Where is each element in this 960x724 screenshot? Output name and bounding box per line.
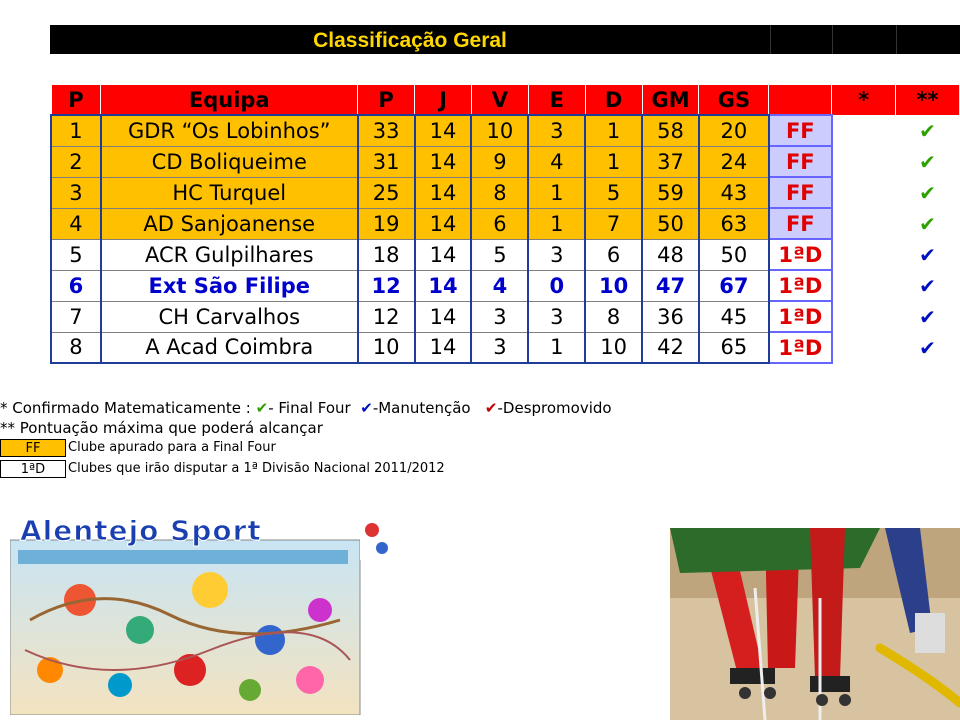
- played-cell: 14: [415, 115, 472, 146]
- drawn-cell: 4: [528, 146, 585, 177]
- drawn-cell: 1: [528, 177, 585, 208]
- green-check-icon: ✔: [255, 399, 269, 417]
- lost-cell: 8: [585, 301, 642, 332]
- key-description: Clubes que irão disputar a 1ª Divisão Nacional 2011/2012: [68, 461, 445, 476]
- legend-relegated: -Despromovido: [497, 399, 612, 417]
- team-cell: AD Sanjoanense: [101, 208, 358, 239]
- team-cell: Ext São Filipe: [101, 270, 358, 301]
- title-divider: [770, 25, 771, 54]
- played-cell: 14: [415, 177, 472, 208]
- legend-maintenance: -Manutenção: [372, 399, 471, 417]
- star-cell: [832, 115, 896, 146]
- header-played: J: [415, 85, 472, 116]
- won-cell: 4: [471, 270, 528, 301]
- lost-cell: 5: [585, 177, 642, 208]
- check-icon: ✔: [919, 118, 936, 143]
- drawn-cell: 1: [528, 332, 585, 363]
- position-cell: 3: [51, 177, 101, 208]
- key-code: 1ªD: [0, 460, 66, 478]
- won-cell: 6: [471, 208, 528, 239]
- played-cell: 14: [415, 208, 472, 239]
- played-cell: 14: [415, 301, 472, 332]
- lost-cell: 10: [585, 270, 642, 301]
- goals-against-cell: 24: [699, 146, 769, 177]
- title-divider: [896, 25, 897, 54]
- table-row: [51, 208, 960, 239]
- check-icon: ✔: [919, 304, 936, 329]
- star-cell: [832, 208, 896, 239]
- status-badge: 1ªD: [769, 239, 832, 270]
- table-header-row: [51, 85, 960, 116]
- team-cell: GDR “Os Lobinhos”: [101, 115, 358, 146]
- status-badge: FF: [769, 177, 832, 208]
- check-icon: ✔: [919, 335, 936, 360]
- legend-max-points: ** Pontuação máxima que poderá alcançar: [0, 419, 323, 437]
- goals-for-cell: 48: [642, 239, 699, 270]
- hockey-photo: [670, 528, 960, 720]
- goals-for-cell: 50: [642, 208, 699, 239]
- position-cell: 6: [51, 270, 101, 301]
- drawn-cell: 3: [528, 115, 585, 146]
- points-cell: 31: [358, 146, 415, 177]
- goals-against-cell: 65: [699, 332, 769, 363]
- check-cell: [896, 301, 960, 332]
- points-cell: 12: [358, 301, 415, 332]
- lost-cell: 1: [585, 146, 642, 177]
- table-row: [51, 146, 960, 177]
- table-row: [51, 270, 960, 301]
- table-row: [51, 301, 960, 332]
- points-cell: 19: [358, 208, 415, 239]
- legend-final-four: - Final Four: [268, 399, 351, 417]
- won-cell: 3: [471, 301, 528, 332]
- check-cell: [896, 239, 960, 270]
- star-cell: [832, 270, 896, 301]
- lost-cell: 6: [585, 239, 642, 270]
- drawn-cell: 3: [528, 301, 585, 332]
- star-cell: [832, 177, 896, 208]
- alentejo-sport-logo: [10, 520, 392, 715]
- title-divider: [832, 25, 833, 54]
- check-cell: [896, 177, 960, 208]
- position-cell: 4: [51, 208, 101, 239]
- header-goals-for: GM: [642, 85, 699, 116]
- goals-against-cell: 63: [699, 208, 769, 239]
- header-goals-against: GS: [699, 85, 769, 116]
- check-icon: ✔: [919, 180, 936, 205]
- status-badge: 1ªD: [769, 270, 832, 301]
- star-cell: [832, 146, 896, 177]
- goals-against-cell: 67: [699, 270, 769, 301]
- header-star: *: [832, 85, 896, 116]
- points-cell: 25: [358, 177, 415, 208]
- lost-cell: 1: [585, 115, 642, 146]
- legend: [0, 398, 612, 438]
- points-cell: 10: [358, 332, 415, 363]
- star-cell: [832, 332, 896, 363]
- check-cell: [896, 332, 960, 363]
- drawn-cell: 0: [528, 270, 585, 301]
- star-cell: [832, 301, 896, 332]
- page-title: Classificação Geral: [313, 29, 507, 52]
- star-cell: [832, 239, 896, 270]
- played-cell: 14: [415, 239, 472, 270]
- logo-wordmark: Alentejo Sport: [20, 520, 262, 547]
- blue-check-icon: ✔: [360, 399, 373, 417]
- position-cell: 2: [51, 146, 101, 177]
- team-cell: HC Turquel: [101, 177, 358, 208]
- goals-against-cell: 45: [699, 301, 769, 332]
- lost-cell: 7: [585, 208, 642, 239]
- points-cell: 12: [358, 270, 415, 301]
- status-badge: FF: [769, 146, 832, 177]
- check-icon: ✔: [919, 242, 936, 267]
- position-cell: 7: [51, 301, 101, 332]
- position-cell: 1: [51, 115, 101, 146]
- table-row: [51, 332, 960, 363]
- key-code: FF: [0, 439, 66, 457]
- goals-for-cell: 42: [642, 332, 699, 363]
- goals-for-cell: 58: [642, 115, 699, 146]
- goals-against-cell: 20: [699, 115, 769, 146]
- goals-for-cell: 59: [642, 177, 699, 208]
- played-cell: 14: [415, 270, 472, 301]
- team-cell: CH Carvalhos: [101, 301, 358, 332]
- won-cell: 3: [471, 332, 528, 363]
- team-cell: CD Boliqueime: [101, 146, 358, 177]
- points-cell: 18: [358, 239, 415, 270]
- check-icon: ✔: [919, 149, 936, 174]
- won-cell: 8: [471, 177, 528, 208]
- team-cell: A Acad Coimbra: [101, 332, 358, 363]
- header-points: P: [358, 85, 415, 116]
- check-cell: [896, 270, 960, 301]
- key-description: Clube apurado para a Final Four: [68, 440, 276, 455]
- goals-for-cell: 37: [642, 146, 699, 177]
- drawn-cell: 3: [528, 239, 585, 270]
- drawn-cell: 1: [528, 208, 585, 239]
- position-cell: 5: [51, 239, 101, 270]
- check-cell: [896, 208, 960, 239]
- header-won: V: [471, 85, 528, 116]
- table-row: [51, 115, 960, 146]
- header-lost: D: [585, 85, 642, 116]
- status-badge: 1ªD: [769, 301, 832, 332]
- title-bar: [50, 25, 960, 54]
- table-row: [51, 177, 960, 208]
- status-badge: FF: [769, 115, 832, 146]
- check-icon: ✔: [919, 211, 936, 236]
- won-cell: 5: [471, 239, 528, 270]
- header-drawn: E: [528, 85, 585, 116]
- position-cell: 8: [51, 332, 101, 363]
- won-cell: 10: [471, 115, 528, 146]
- played-cell: 14: [415, 332, 472, 363]
- status-badge: 1ªD: [769, 332, 832, 363]
- lost-cell: 10: [585, 332, 642, 363]
- header-position: P: [51, 85, 101, 116]
- points-cell: 33: [358, 115, 415, 146]
- check-cell: [896, 115, 960, 146]
- status-badge: FF: [769, 208, 832, 239]
- table-row: [51, 239, 960, 270]
- red-check-icon: ✔: [484, 399, 498, 417]
- legend-confirmed: [0, 398, 612, 418]
- won-cell: 9: [471, 146, 528, 177]
- played-cell: 14: [415, 146, 472, 177]
- legend-confirmed-label: * Confirmado Matematicamente :: [0, 399, 256, 417]
- team-cell: ACR Gulpilhares: [101, 239, 358, 270]
- check-icon: ✔: [919, 273, 936, 298]
- header-double-star: **: [896, 85, 960, 116]
- header-status: [769, 85, 832, 116]
- goals-for-cell: 36: [642, 301, 699, 332]
- goals-for-cell: 47: [642, 270, 699, 301]
- header-team: Equipa: [101, 85, 358, 116]
- goals-against-cell: 43: [699, 177, 769, 208]
- check-cell: [896, 146, 960, 177]
- goals-against-cell: 50: [699, 239, 769, 270]
- standings-table: [50, 84, 960, 364]
